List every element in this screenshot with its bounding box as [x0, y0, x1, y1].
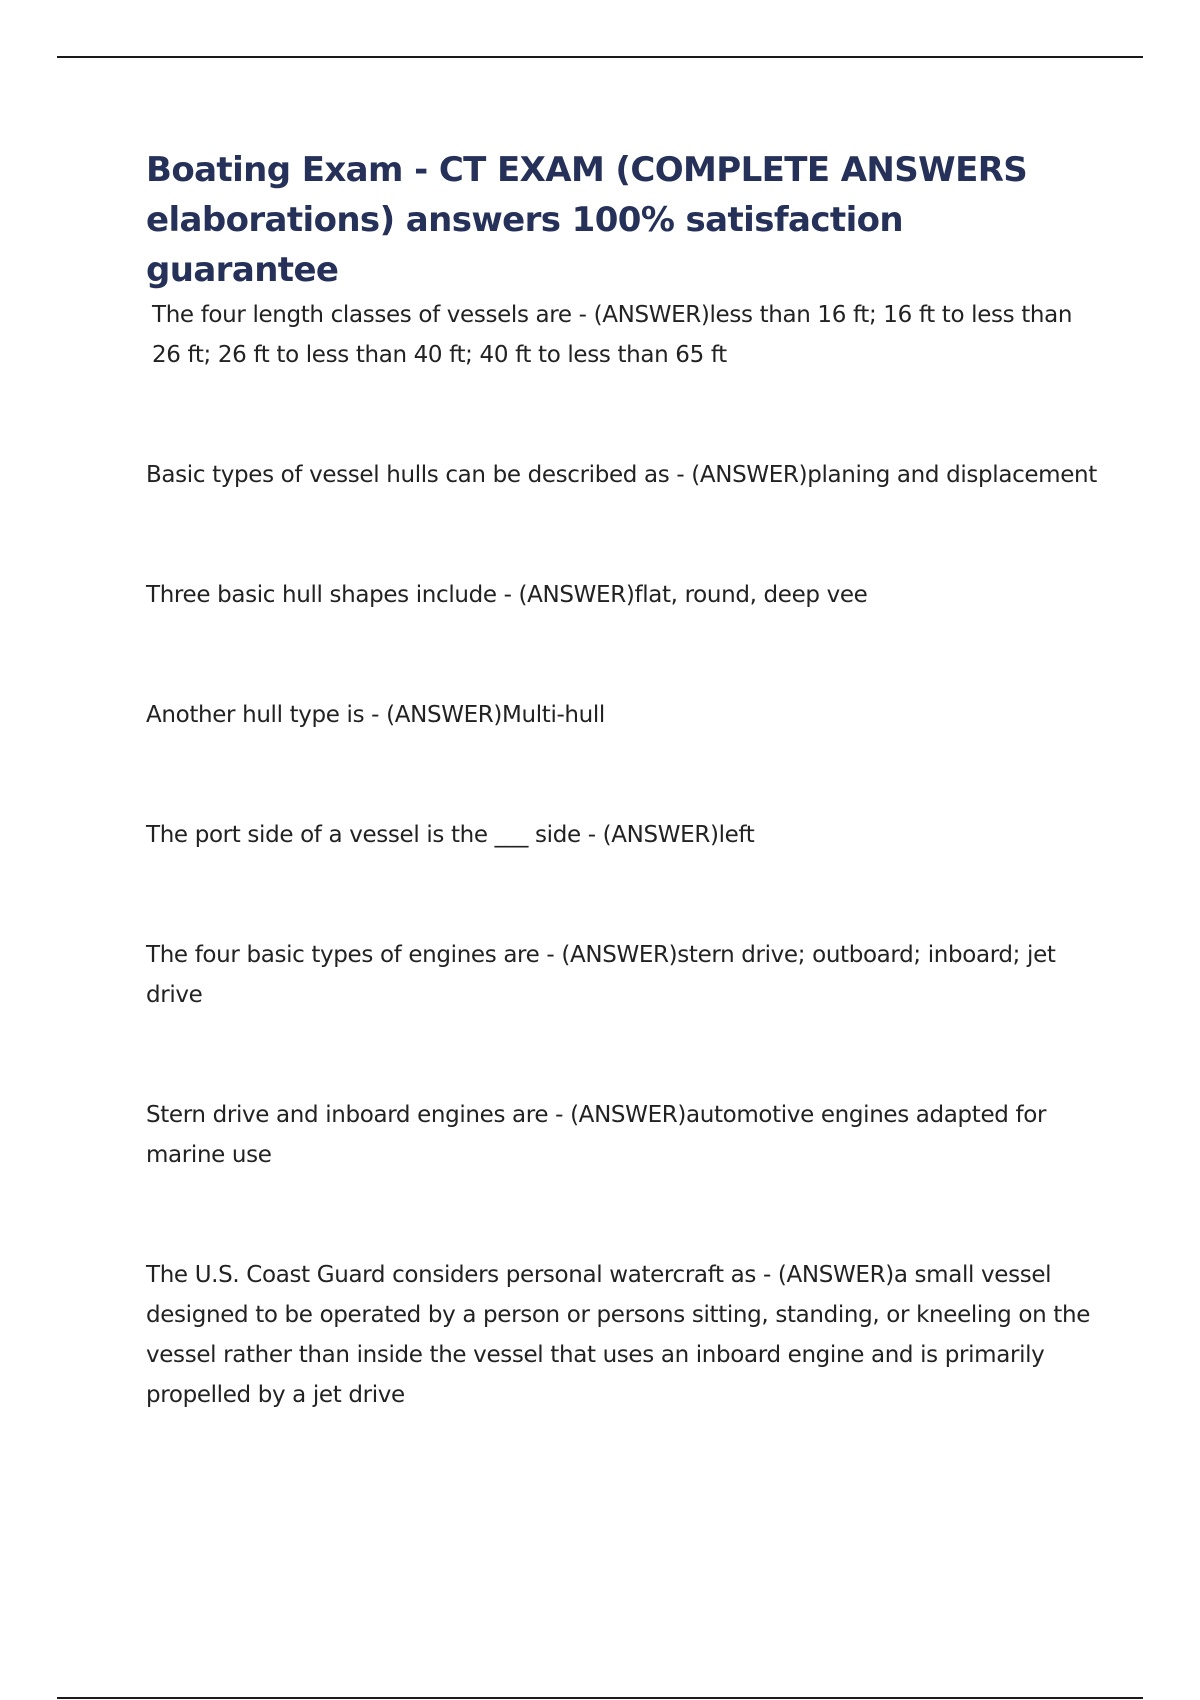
question-text: Stern drive and inboard engines are - [146, 1102, 571, 1128]
question-text: The four length classes of vessels are - [152, 302, 594, 328]
answer-text: (ANSWER)Multi-hull [386, 702, 605, 728]
qa-item [146, 455, 1101, 495]
qa-item [146, 695, 1101, 735]
answer-text: (ANSWER)automotive engines adapted for marine use [146, 1102, 1047, 1168]
answer-text: (ANSWER)flat, round, deep vee [518, 582, 868, 608]
question-text: The U.S. Coast Guard considers personal watercraft as - [146, 1262, 778, 1288]
question-text: The port side of a vessel is the ___ side - [146, 822, 603, 848]
question-text: Three basic hull shapes include - [146, 582, 519, 608]
header-rule [57, 56, 1143, 58]
qa-item [146, 1255, 1101, 1415]
qa-item [146, 295, 1101, 375]
qa-list [146, 295, 1101, 1415]
qa-item [146, 575, 1101, 615]
qa-item [146, 1095, 1101, 1175]
document-title: Boating Exam - CT EXAM (COMPLETE ANSWERS elaborations) answers 100% satisfaction guarantee [146, 150, 1028, 290]
qa-item [146, 815, 1101, 855]
answer-text: (ANSWER)a small vessel designed to be operated by a person or persons sitting, standing, or kneeling on the vessel rather than inside the vessel that uses an inboard engine and is primarily propelled by a jet drive [146, 1262, 1090, 1408]
question-text: Another hull type is - [146, 702, 387, 728]
answer-text: (ANSWER)left [602, 822, 755, 848]
question-text: The four basic types of engines are - [146, 942, 562, 968]
answer-text: (ANSWER)stern drive; outboard; inboard; jet drive [146, 942, 1056, 1008]
question-text: Basic types of vessel hulls can be described as - [146, 462, 692, 488]
qa-item [146, 935, 1101, 1015]
page-content [146, 145, 1101, 1415]
footer-rule [57, 1697, 1143, 1699]
answer-text: (ANSWER)less than 16 ft; 16 ft to less than 26 ft; 26 ft to less than 40 ft; 40 ft to less than 65 ft [152, 302, 1073, 368]
answer-text: (ANSWER)planing and displacement [691, 462, 1097, 488]
